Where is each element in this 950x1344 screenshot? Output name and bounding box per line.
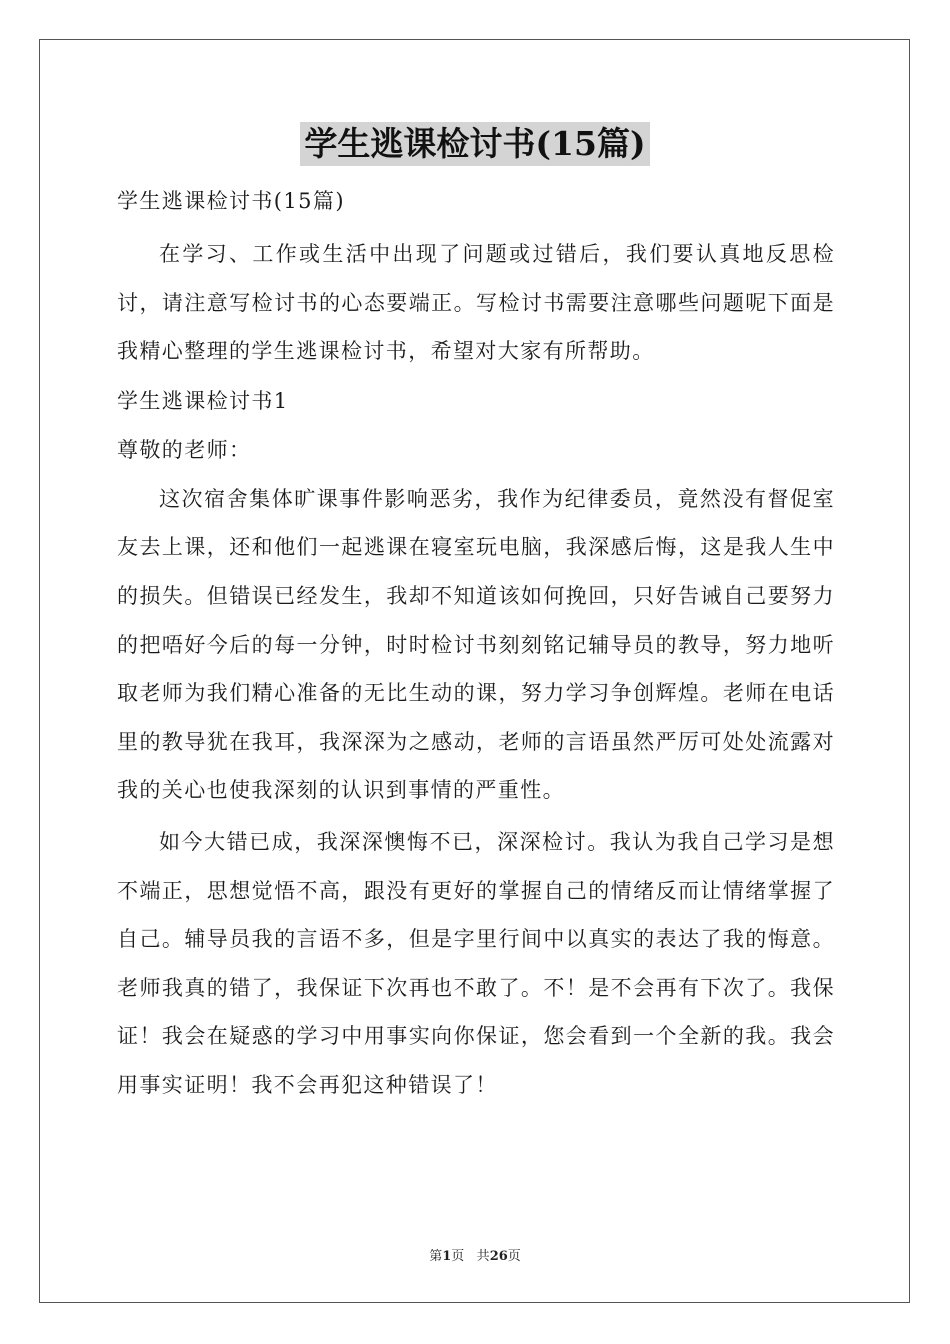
- title-container: [0, 122, 950, 166]
- intro-paragraph: 在学习、工作或生活中出现了问题或过错后，我们要认真地反思检讨，请注意写检讨书的心态要端正。写检讨书需要注意哪些问题呢下面是我精心整理的学生逃课检讨书，希望对大家有所帮助。: [117, 242, 835, 364]
- document-subtitle: 学生逃课检讨书(15篇): [117, 189, 345, 213]
- document-body: [117, 177, 835, 1110]
- total-suffix: 页: [507, 1249, 521, 1264]
- section-heading: 学生逃课检讨书1: [117, 388, 289, 413]
- body-paragraph: 这次宿舍集体旷课事件影响恶劣，我作为纪律委员，竟然没有督促室友去上课，还和他们一起逃课在寝室玩电脑，我深感后悔，这是我人生中的损失。但错误已经发生，我却不知道该如何挽回，只好告诫自己要努力的把唔好今后的每一分钟，时时检讨书刻刻铭记辅导员的教导，努力地听取老师为我们精心准备的无比生动的课，努力学习争创辉煌。老师在电话里的教导犹在我耳，我深深为之感动，老师的言语虽然严厉可处处流露对我的关心也使我深刻的认识到事情的严重性。: [117, 486, 835, 803]
- total-prefix: 共: [476, 1249, 490, 1264]
- document-title: 学生逃课检讨书(15篇): [300, 122, 649, 166]
- page-prefix: 第: [429, 1249, 443, 1264]
- salutation: 尊敬的老师：: [117, 437, 252, 462]
- total-pages: 26: [489, 1249, 508, 1264]
- page-footer: [0, 1248, 950, 1266]
- body-paragraph: 如今大错已成，我深深懊悔不已，深深检讨。我认为我自己学习是想不端正，思想觉悟不高，跟没有更好的掌握自己的情绪反而让情绪掌握了自己。辅导员我的言语不多，但是字里行间中以真实的表达了我的悔意。老师我真的错了，我保证下次再也不敢了。不！是不会再有下次了。我保证！我会在疑惑的学习中用事实向你保证，您会看到一个全新的我。我会用事实证明！我不会再犯这种错误了！: [117, 829, 835, 1097]
- page-number: 1: [442, 1249, 452, 1264]
- page-suffix: 页: [451, 1249, 465, 1264]
